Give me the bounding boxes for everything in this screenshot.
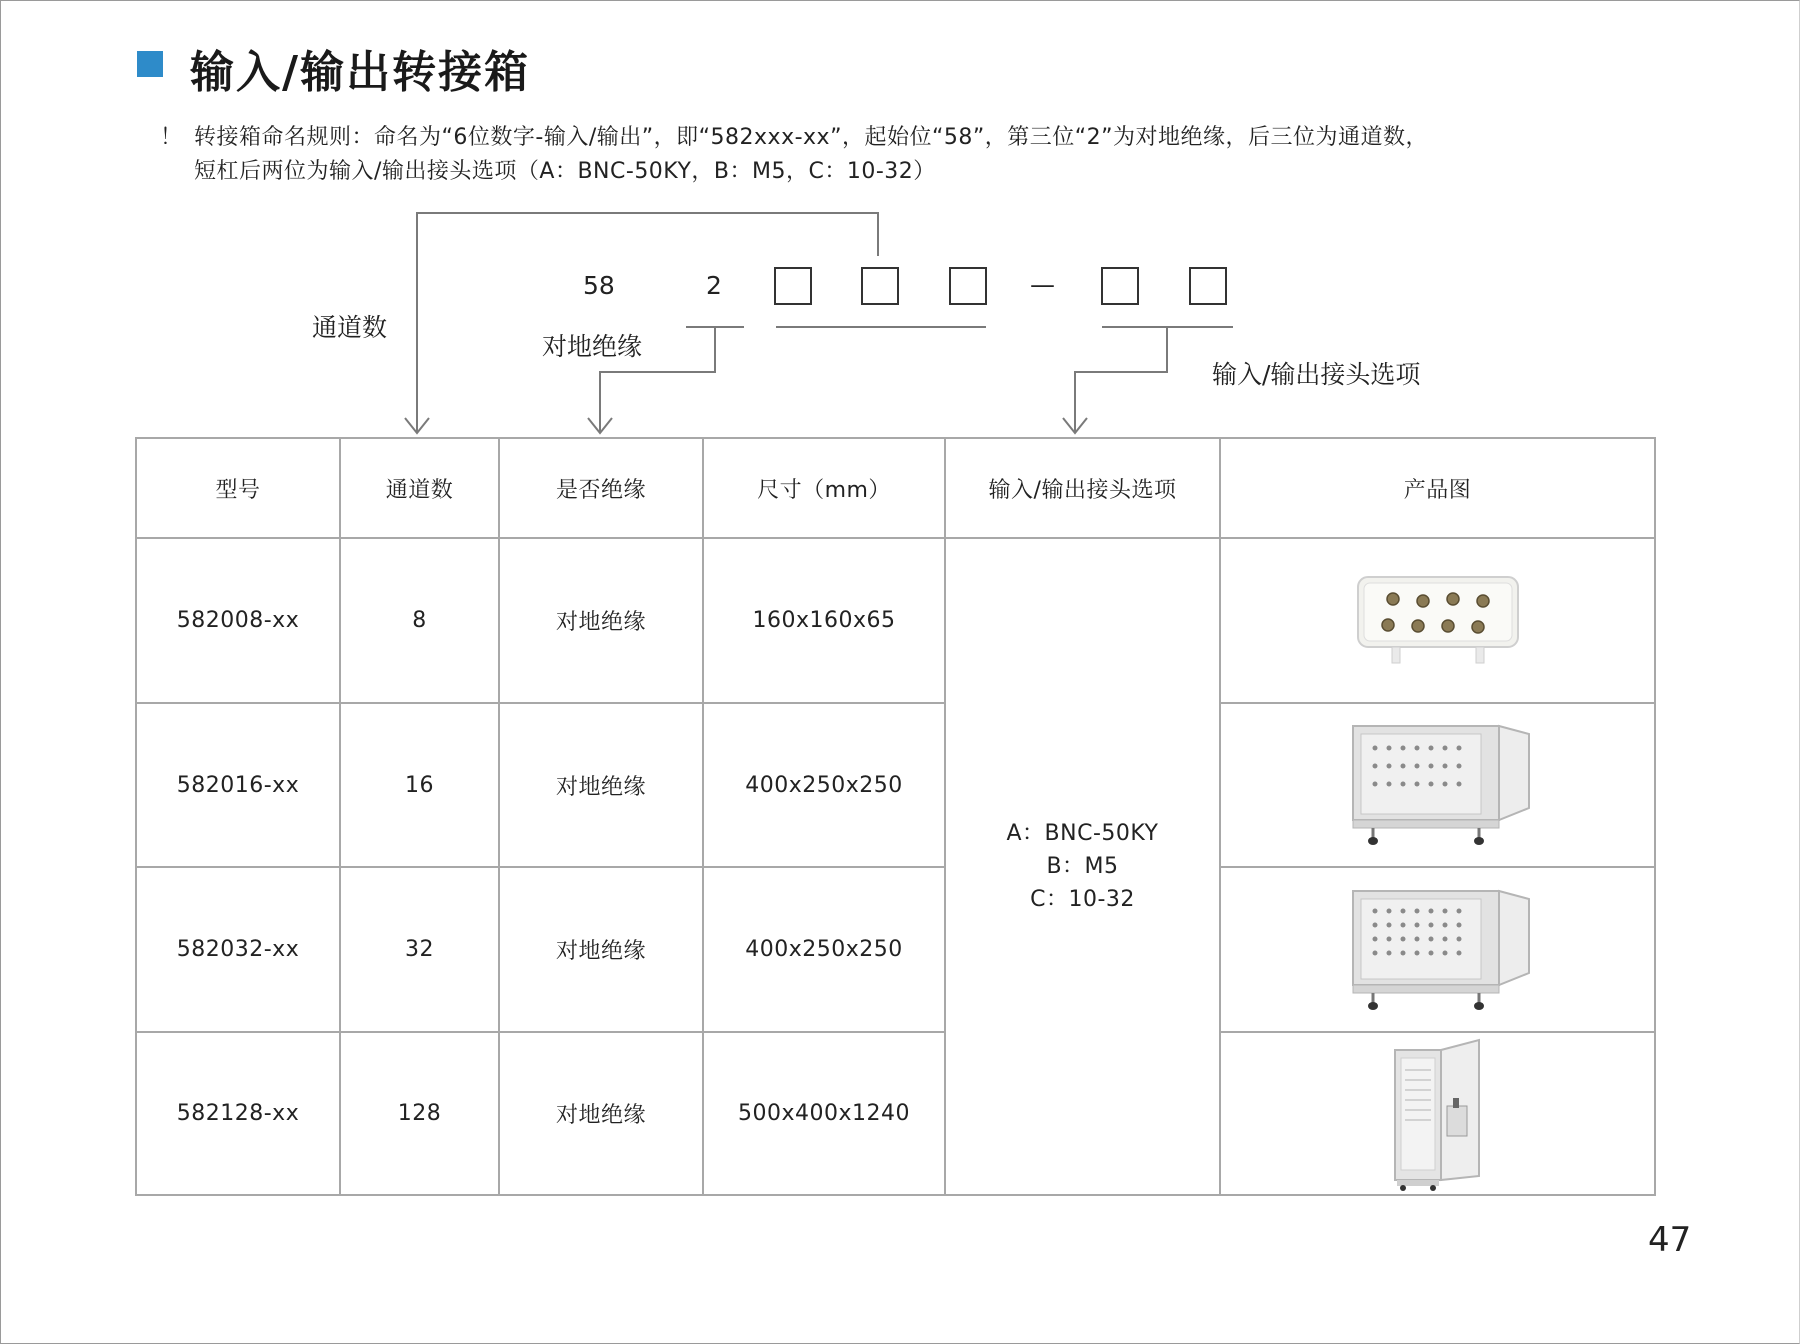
- digit-box-2: [862, 268, 898, 304]
- cell-model: 582128-xx: [136, 1032, 340, 1195]
- page-number: 47: [1648, 1220, 1692, 1260]
- product-image-32ch: [1343, 885, 1533, 1015]
- label-connector-options: 输入/输出接头选项: [1212, 360, 1421, 389]
- cell-connector-options: [945, 538, 1220, 1195]
- cell-insulation: 对地绝缘: [499, 538, 703, 703]
- cell-product-image: [1220, 703, 1655, 867]
- header-channels: 通道数: [340, 438, 499, 538]
- cell-channels: 8: [340, 538, 499, 703]
- cell-product-image: [1220, 867, 1655, 1032]
- digit-box-4: [1102, 268, 1138, 304]
- cell-insulation: 对地绝缘: [499, 867, 703, 1032]
- header-image: 产品图: [1220, 438, 1655, 538]
- channels-connector-line: [417, 213, 878, 432]
- table-row: [136, 867, 1655, 1032]
- cell-product-image: [1220, 538, 1655, 703]
- naming-diagram: [0, 0, 1800, 450]
- product-image-128ch: [1383, 1036, 1493, 1192]
- cell-size: 500x400x1240: [703, 1032, 945, 1195]
- cell-size: 400x250x250: [703, 867, 945, 1032]
- dash-separator: —: [1030, 270, 1055, 299]
- digit-box-5: [1190, 268, 1226, 304]
- note-line-2: 短杠后两位为输入/输出接头选项（A：BNC-50KY，B：M5，C：10-32）: [194, 159, 936, 184]
- connector-connector-line: [1075, 327, 1167, 432]
- header-insulation: 是否绝缘: [499, 438, 703, 538]
- option-b: B：M5: [1046, 854, 1119, 879]
- table-row: [136, 1032, 1655, 1195]
- header-size: 尺寸（mm）: [703, 438, 945, 538]
- digit-box-1: [775, 268, 811, 304]
- product-image-8ch: [1348, 571, 1528, 671]
- cell-channels: 16: [340, 703, 499, 867]
- cell-size: 160x160x65: [703, 538, 945, 703]
- header-model: 型号: [136, 438, 340, 538]
- spec-table: [135, 437, 1656, 1196]
- page-title: 输入/输出转接箱: [190, 47, 531, 98]
- cell-model: 582032-xx: [136, 867, 340, 1032]
- option-a: A：BNC-50KY: [1006, 821, 1159, 846]
- cell-model: 582016-xx: [136, 703, 340, 867]
- cell-channels: 128: [340, 1032, 499, 1195]
- third-digit: 2: [706, 271, 722, 300]
- table-row: [136, 703, 1655, 867]
- prefix-digits: 58: [583, 271, 615, 300]
- header-connector: 输入/输出接头选项: [945, 438, 1220, 538]
- product-image-16ch: [1343, 720, 1533, 850]
- note-bullet: ！: [160, 125, 183, 150]
- cell-model: 582008-xx: [136, 538, 340, 703]
- option-c: C：10-32: [1030, 887, 1135, 912]
- digit-box-3: [950, 268, 986, 304]
- cell-insulation: 对地绝缘: [499, 1032, 703, 1195]
- cell-insulation: 对地绝缘: [499, 703, 703, 867]
- note-line-1: 转接箱命名规则：命名为“6位数字-输入/输出”，即“582xxx-xx”，起始位“58”，第三位“2”为对地绝缘，后三位为通道数，: [194, 125, 1429, 150]
- table-header-row: [136, 438, 1655, 538]
- cell-size: 400x250x250: [703, 703, 945, 867]
- cell-product-image: [1220, 1032, 1655, 1195]
- cell-channels: 32: [340, 867, 499, 1032]
- table-row: [136, 538, 1655, 703]
- label-channels: 通道数: [312, 313, 388, 342]
- label-insulation: 对地绝缘: [542, 332, 643, 361]
